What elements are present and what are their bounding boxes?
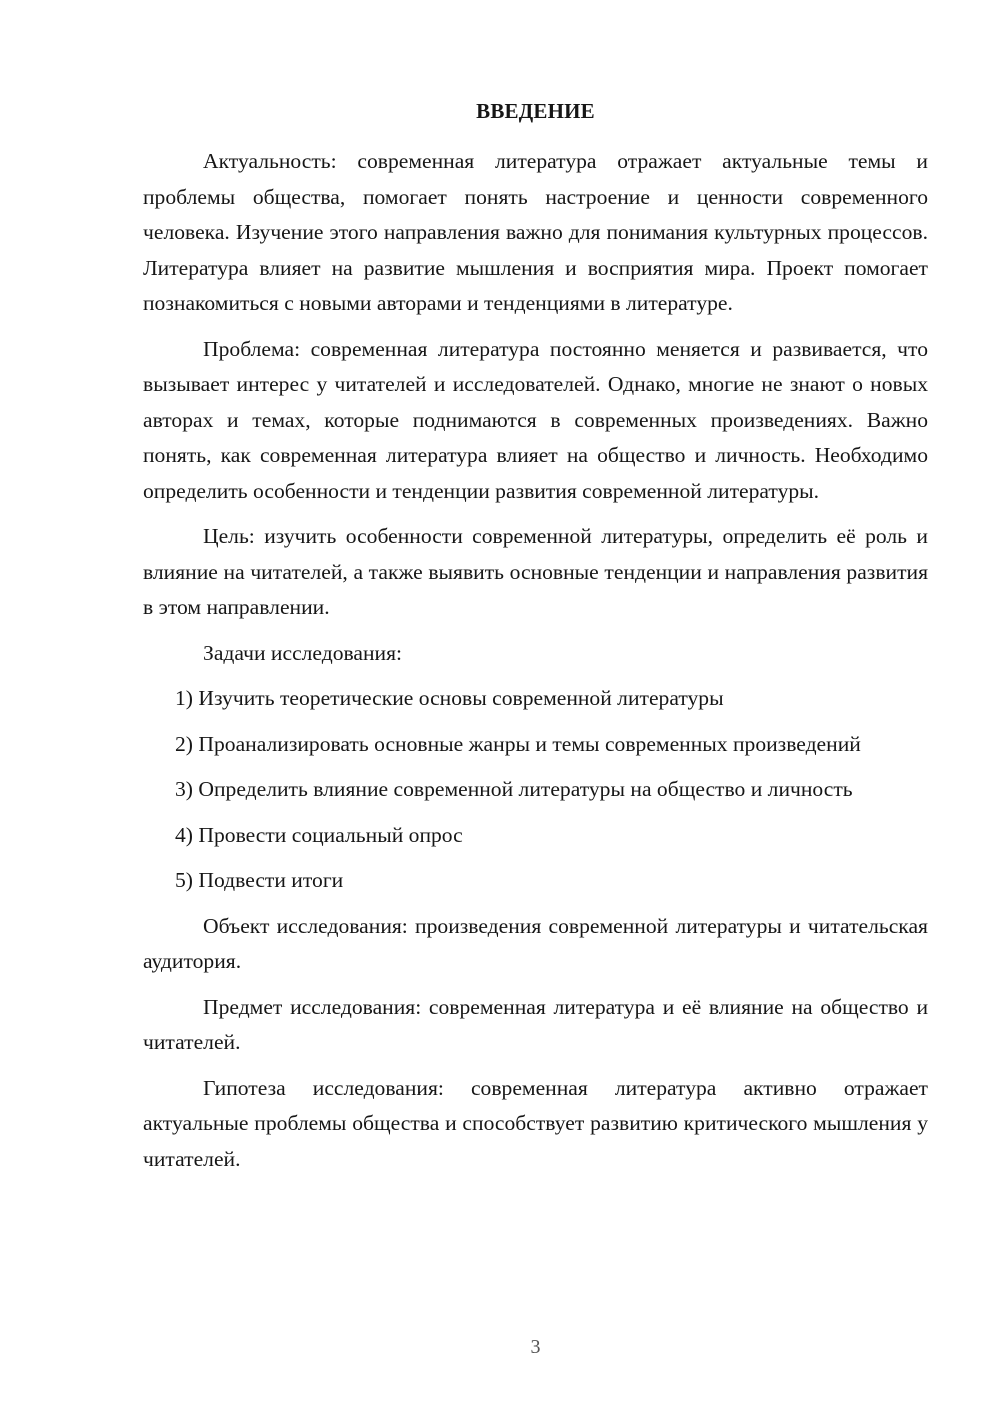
relevance-paragraph: Актуальность: современная литература отражает актуальные темы и проблемы общества, помогает понять настроение и ценности современного человека. Изучение этого направления важно для понимания культурных процессов. Литература влияет на развитие мышления и восприятия мира. Проект помогает познакомиться с новыми авторами и тенденциями в литературе.: [143, 149, 928, 315]
task-item-2: 2) Проанализировать основные жанры и темы современных произведений: [175, 731, 861, 756]
document-body: [143, 144, 928, 1187]
task-item-4: 4) Провести социальный опрос: [175, 822, 463, 847]
task-item-5: 5) Подвести итоги: [175, 868, 344, 892]
page-number: 3: [530, 1336, 541, 1358]
task-item-1: 1) Изучить теоретические основы современной литературы: [175, 686, 724, 710]
goal-paragraph: Цель: изучить особенности современной литературы, определить её роль и влияние на читателей, а также выявить основные тенденции и направления развития в этом направлении.: [143, 524, 928, 619]
problem-paragraph: Проблема: современная литература постоянно меняется и развивается, что вызывает интерес у читателей и исследователей. Однако, многие не знают о новых авторах и темах, которые поднимаются в современных произведениях. Важно понять, как современная литература влияет на общество и личность. Необходимо определить особенности и тенденции развития современной литературы.: [143, 336, 928, 503]
document-page: [143, 0, 928, 1414]
task-item-3: 3) Определить влияние современной литературы на общество и личность: [175, 777, 853, 801]
subject-paragraph: Предмет исследования: современная литература и её влияние на общество и читателей.: [143, 994, 928, 1054]
page-title: ВВЕДЕНИЕ: [476, 99, 595, 123]
hypothesis-paragraph: Гипотеза исследования: современная литература активно отражает актуальные проблемы общества и способствует развитию критического мышления у читателей.: [143, 1075, 928, 1171]
object-paragraph: Объект исследования: произведения современной литературы и читательская аудитория.: [143, 913, 928, 973]
tasks-heading: Задачи исследования:: [203, 640, 403, 665]
